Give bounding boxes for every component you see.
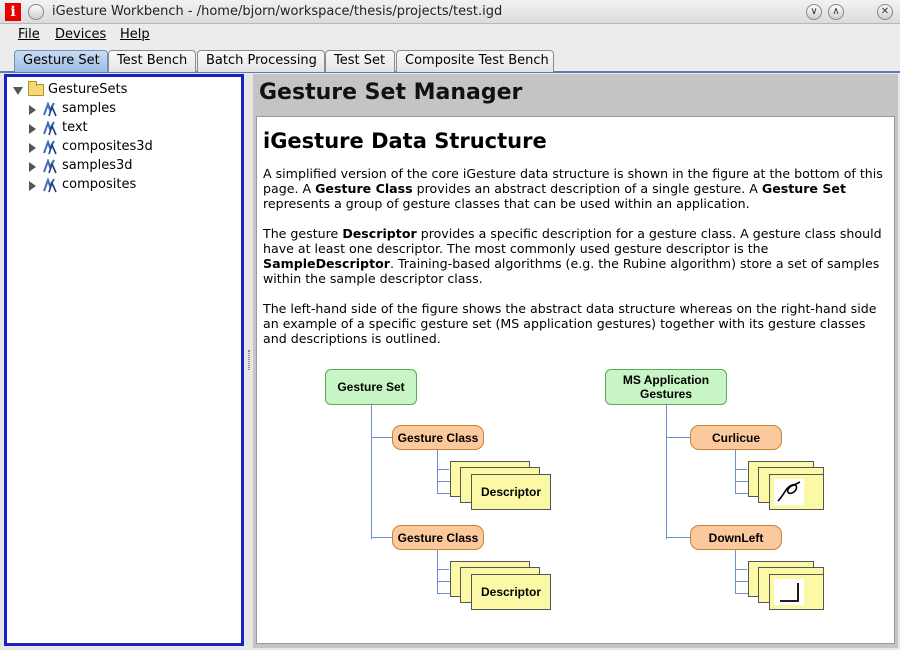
descriptor-node: Descriptor xyxy=(471,574,551,610)
gesture-set-icon xyxy=(42,102,58,117)
connector-line xyxy=(735,569,747,570)
tree-item-text[interactable] xyxy=(27,120,227,138)
tree-item-samples3d[interactable] xyxy=(27,158,227,176)
gesture-set-icon xyxy=(42,121,58,136)
expand-toggle-icon[interactable] xyxy=(29,105,36,115)
gesture-set-tree[interactable] xyxy=(4,74,244,646)
connector-line xyxy=(735,550,736,594)
tree-label: samples3d xyxy=(62,158,133,173)
tree-label: composites3d xyxy=(62,139,153,154)
documentation-view[interactable] xyxy=(256,116,895,644)
gesture-set-icon xyxy=(42,178,58,193)
menu-file[interactable]: File xyxy=(18,27,40,42)
doc-paragraph-3: The left-hand side of the figure shows the abstract data structure whereas on the right-hand side an example of a specific gesture set (MS application gestures) together with its gesture classes and descriptions is outlined. xyxy=(263,301,877,346)
tab-test-bench[interactable]: Test Bench xyxy=(108,50,196,72)
expand-toggle-icon[interactable] xyxy=(29,124,36,134)
split-pane-divider[interactable] xyxy=(246,74,252,646)
tab-batch-processing[interactable]: Batch Processing xyxy=(197,50,325,72)
app-icon: i xyxy=(5,3,21,21)
tree-label: text xyxy=(62,120,88,135)
data-structure-diagram xyxy=(317,359,837,619)
ms-application-gestures-node: MS Application Gestures xyxy=(605,369,727,405)
tab-gesture-set[interactable]: Gesture Set xyxy=(14,50,108,72)
minimize-button[interactable] xyxy=(806,4,822,20)
panel-title: Gesture Set Manager xyxy=(259,80,523,105)
tree-label: GestureSets xyxy=(48,82,128,97)
tree-label: composites xyxy=(62,177,137,192)
doc-paragraph-1: A simplified version of the core iGesture data structure is shown in the figure at the bottom of this page. A Gesture Class provides an abstract description of a single gesture. A Gesture Set represents a group of gesture classes that can be used within an application. xyxy=(263,166,883,211)
connector-line xyxy=(735,450,736,494)
connector-line xyxy=(371,437,393,438)
connector-line xyxy=(437,550,438,594)
downleft-sample-icon xyxy=(774,579,804,605)
close-icon: ✕ xyxy=(880,6,890,17)
tree-item-composites3d[interactable] xyxy=(27,139,227,157)
window-titlebar xyxy=(0,0,900,24)
menu-devices[interactable]: Devices xyxy=(55,27,107,42)
close-button[interactable] xyxy=(877,4,893,20)
downleft-class-node: DownLeft xyxy=(690,525,782,550)
connector-line xyxy=(437,469,449,470)
window-menu-icon[interactable] xyxy=(28,4,44,20)
curlicue-class-node: Curlicue xyxy=(690,425,782,450)
downleft-sample-card xyxy=(769,574,824,610)
minimize-icon: ∨ xyxy=(810,6,818,17)
menu-help[interactable]: Help xyxy=(120,27,150,42)
connector-line xyxy=(735,469,747,470)
connector-line xyxy=(437,450,438,494)
tree-label: samples xyxy=(62,101,117,116)
maximize-icon: ∧ xyxy=(832,6,840,17)
window-title: iGesture Workbench - /home/bjorn/workspace/thesis/projects/test.igd xyxy=(52,4,503,19)
tab-test-set[interactable]: Test Set xyxy=(325,50,395,72)
connector-line xyxy=(666,437,690,438)
tab-strip xyxy=(0,46,900,73)
expand-toggle-icon[interactable] xyxy=(13,87,23,95)
connector-line xyxy=(666,537,690,538)
maximize-button[interactable] xyxy=(828,4,844,20)
menu-bar xyxy=(0,24,900,46)
connector-line xyxy=(437,569,449,570)
expand-toggle-icon[interactable] xyxy=(29,162,36,172)
expand-toggle-icon[interactable] xyxy=(29,181,36,191)
tree-root-gesturesets[interactable] xyxy=(11,82,211,100)
gesture-set-icon xyxy=(42,159,58,174)
splitter-grip-icon[interactable] xyxy=(248,350,250,370)
connector-line xyxy=(371,537,393,538)
curlicue-sample-card xyxy=(769,474,824,510)
gesture-set-icon xyxy=(42,140,58,155)
tab-composite-test-bench[interactable]: Composite Test Bench xyxy=(396,50,554,72)
doc-paragraph-2: The gesture Descriptor provides a specific description for a gesture class. A gesture class should have at least one descriptor. The most commonly used gesture descriptor is the SampleDescriptor. Training-based algorithms (e.g. the Rubine algorithm) store a set of samples within the sample descriptor class. xyxy=(263,226,882,286)
gesture-set-node: Gesture Set xyxy=(325,369,417,405)
gesture-class-node: Gesture Class xyxy=(392,425,484,450)
folder-icon xyxy=(28,84,44,96)
curlicue-sample-icon xyxy=(774,479,804,505)
connector-line xyxy=(666,405,667,539)
gesture-set-manager-panel xyxy=(253,74,898,648)
expand-toggle-icon[interactable] xyxy=(29,143,36,153)
tree-item-composites[interactable] xyxy=(27,177,227,195)
descriptor-node: Descriptor xyxy=(471,474,551,510)
doc-heading: iGesture Data Structure xyxy=(263,129,547,153)
tree-item-samples[interactable] xyxy=(27,101,227,119)
gesture-class-node: Gesture Class xyxy=(392,525,484,550)
connector-line xyxy=(371,405,372,539)
